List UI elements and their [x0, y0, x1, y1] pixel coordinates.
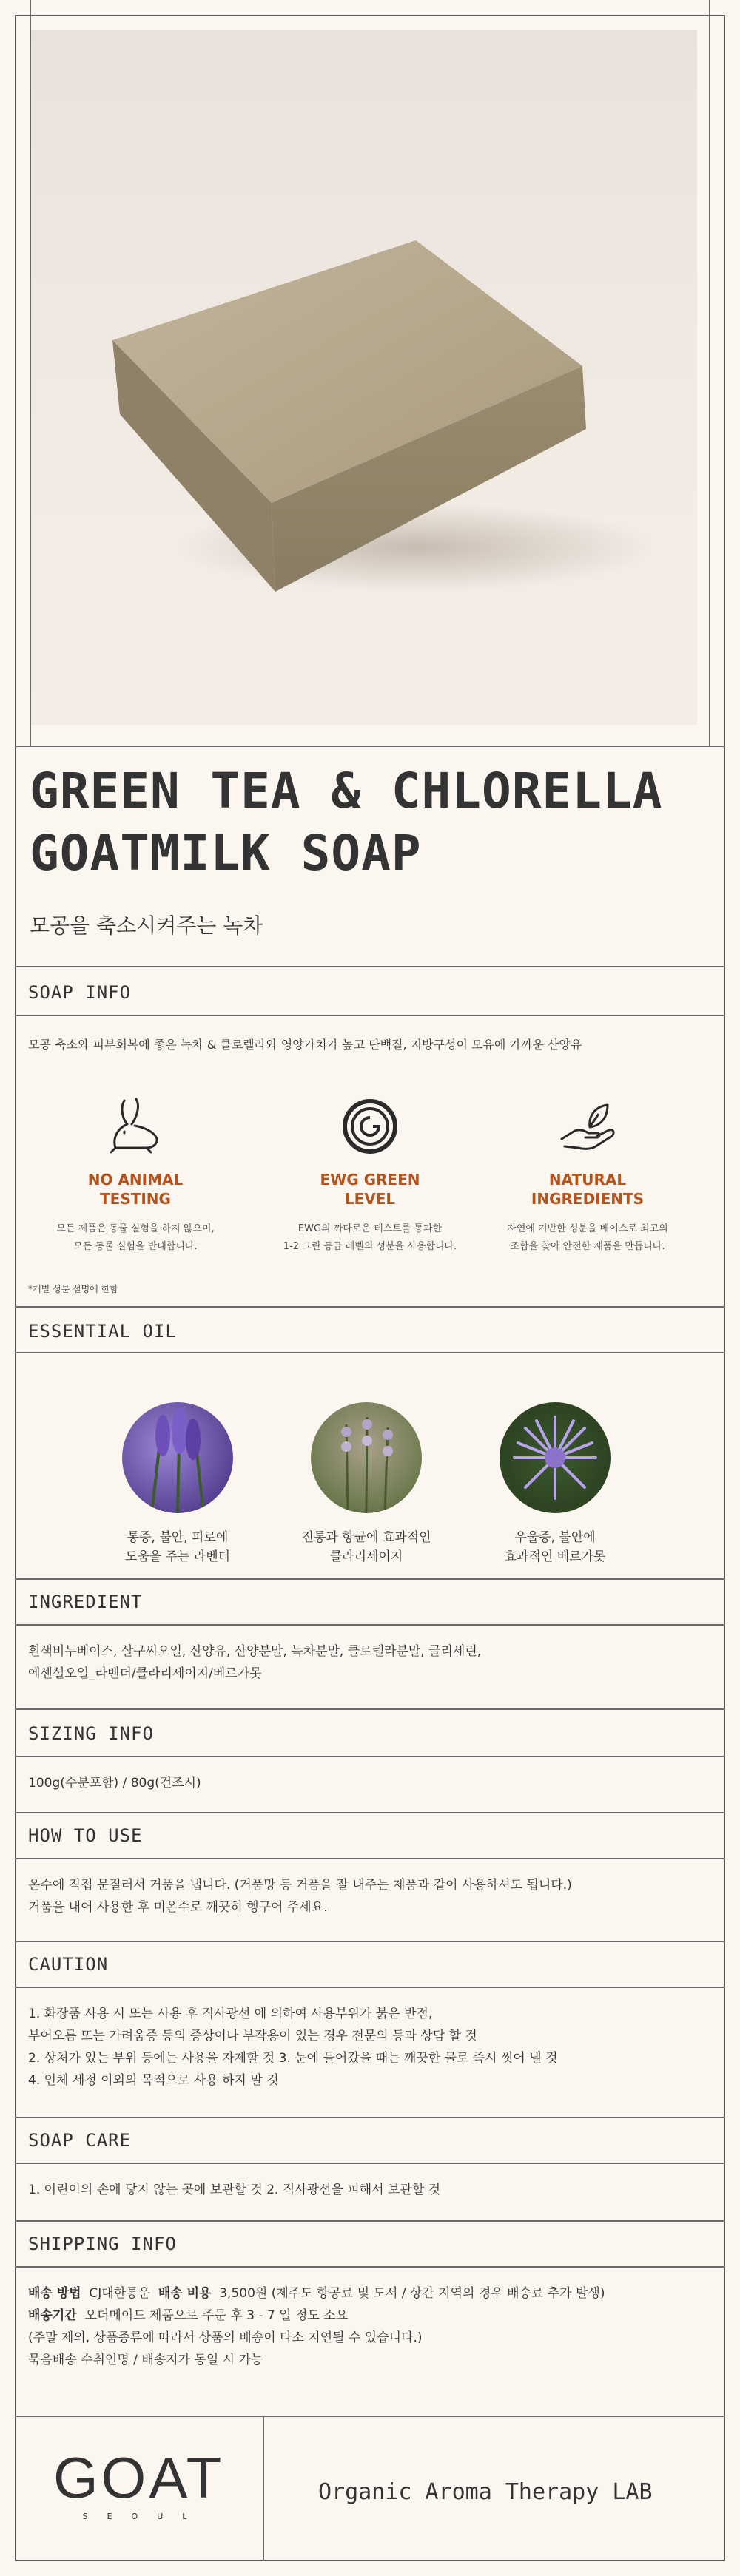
product-subtitle: 모공을 축소시켜주는 녹차 [30, 913, 263, 938]
bergamot-image [500, 1402, 610, 1513]
lavender-image [122, 1402, 233, 1513]
soap-care-text: 1. 어린이의 손에 닿지 않는 곳에 보관할 것 2. 직사광선을 피해서 보관할 것 [28, 2183, 441, 2197]
divider [15, 2117, 725, 2118]
essential-oil-heading: ESSENTIAL OIL [28, 1321, 177, 1342]
clary-sage-image [311, 1402, 422, 1513]
product-photo [31, 30, 697, 725]
divider [15, 1858, 725, 1859]
right-margin-line [709, 0, 710, 747]
divider [15, 2266, 725, 2268]
soap-info-description: 모공 축소와 피부회복에 좋은 녹차 & 클로렐라와 영양가치가 높고 단백질, 지방구성이 모유에 가까운 산양유 [28, 1038, 582, 1052]
footer-tagline: Organic Aroma Therapy LAB [318, 2479, 653, 2505]
sizing-text: 100g(수분포함) / 80g(건조시) [28, 1776, 201, 1791]
leaf-hand-icon [554, 1093, 621, 1160]
divider [15, 1941, 725, 1942]
soap-care-heading: SOAP CARE [28, 2130, 132, 2151]
footer-divider [263, 2417, 264, 2561]
divider [15, 1812, 725, 1813]
ewg-icon [337, 1093, 403, 1160]
soap-bar-image [31, 30, 697, 725]
sizing-info-heading: SIZING INFO [28, 1723, 154, 1744]
divider [15, 1352, 725, 1353]
caution-heading: CAUTION [28, 1954, 109, 1975]
how-to-use-text: 온수에 직접 문질러서 거품을 냅니다. (거품망 등 거품을 잘 내주는 제품과 같이 사용하셔도 됩니다.) 거품을 내어 사용한 후 미온수로 깨끗히 헹구어 주세요. [28, 1878, 572, 1915]
caution-text: 1. 화장품 사용 시 또는 사용 후 직사광선 에 의하여 사용부위가 붉은 반점, 부어오름 또는 가려움증 등의 증상이나 부작용이 있는 경우 전문의 등과 상담 할 것 2. 상처가 있는 부위 등에는 사용을 자제할 것 3. 눈에 들어갔을 때는 깨끗한 물로 즉시 씻어 낼 것 4. 인체 세정 이외의 목적으로 사용 하지 말 것 [28, 2007, 558, 2088]
divider [15, 1708, 725, 1710]
feature-no-animal-testing: NO ANIMAL TESTING 모든 제품은 동물 실험을 하지 않으며, 모든 동물 실험을 반대합니다. [39, 1093, 232, 1256]
shipping-info-heading: SHIPPING INFO [28, 2234, 177, 2254]
soap-info-heading: SOAP INFO [28, 982, 132, 1003]
ingredient-text: 흰색비누베이스, 살구씨오일, 산양유, 산양분말, 녹차분말, 클로렐라분말, 글리세린, 에센셜오일_라벤더/클라리세이지/베르가못 [28, 1644, 482, 1681]
shipping-text: 배송 방법 CJ대한통운 배송 비용 3,500원 (제주도 항공료 및 도서 / 상간 지역의 경우 배송료 추가 발생) 배송기간 오더메이드 제품으로 주문 후 3 - 7 일 정도 소요 (주말 제외, 상품종류에 따라서 상품의 배송이 다소 지연될 수 있습니다.) 묶음배송 수취인명 / 배송지가 동일 시 가능 [28, 2286, 605, 2367]
soap-info-footnote: *개별 성분 설명에 한함 [28, 1284, 118, 1294]
divider [15, 1756, 725, 1757]
feature-ewg-green-level: EWG GREEN LEVEL EWG의 까다로운 테스트를 통과한 1-2 그린 등급 레벨의 성분을 사용합니다. [274, 1093, 466, 1256]
ingredient-heading: INGREDIENT [28, 1592, 143, 1612]
how-to-use-heading: HOW TO USE [28, 1825, 143, 1846]
oil-lavender: 통증, 불안, 피로에 도움을 주는 라벤더 [89, 1402, 266, 1566]
goat-logo: GOAT SEOUL [53, 2445, 225, 2521]
rabbit-icon [102, 1093, 169, 1160]
divider [15, 1306, 725, 1308]
divider [15, 966, 725, 967]
divider [15, 1578, 725, 1580]
oil-bergamot: 우울증, 불안에 효과적인 베르가못 [466, 1402, 644, 1566]
left-margin-line [30, 0, 31, 747]
divider [15, 1624, 725, 1626]
oil-clary-sage: 진통과 항균에 효과적인 클라리세이지 [278, 1402, 455, 1566]
divider [15, 2416, 725, 2417]
divider [15, 2220, 725, 2222]
divider [15, 1987, 725, 1988]
feature-natural-ingredients: NATURAL INGREDIENTS 자연에 기반한 성분을 베이스로 최고의 조합을 찾아 안전한 제품을 만듭니다. [491, 1093, 684, 1256]
page-title: GREEN TEA & CHLORELLA GOATMILK SOAP [30, 763, 663, 882]
divider [15, 2163, 725, 2164]
divider [15, 1015, 725, 1016]
divider [15, 746, 725, 747]
